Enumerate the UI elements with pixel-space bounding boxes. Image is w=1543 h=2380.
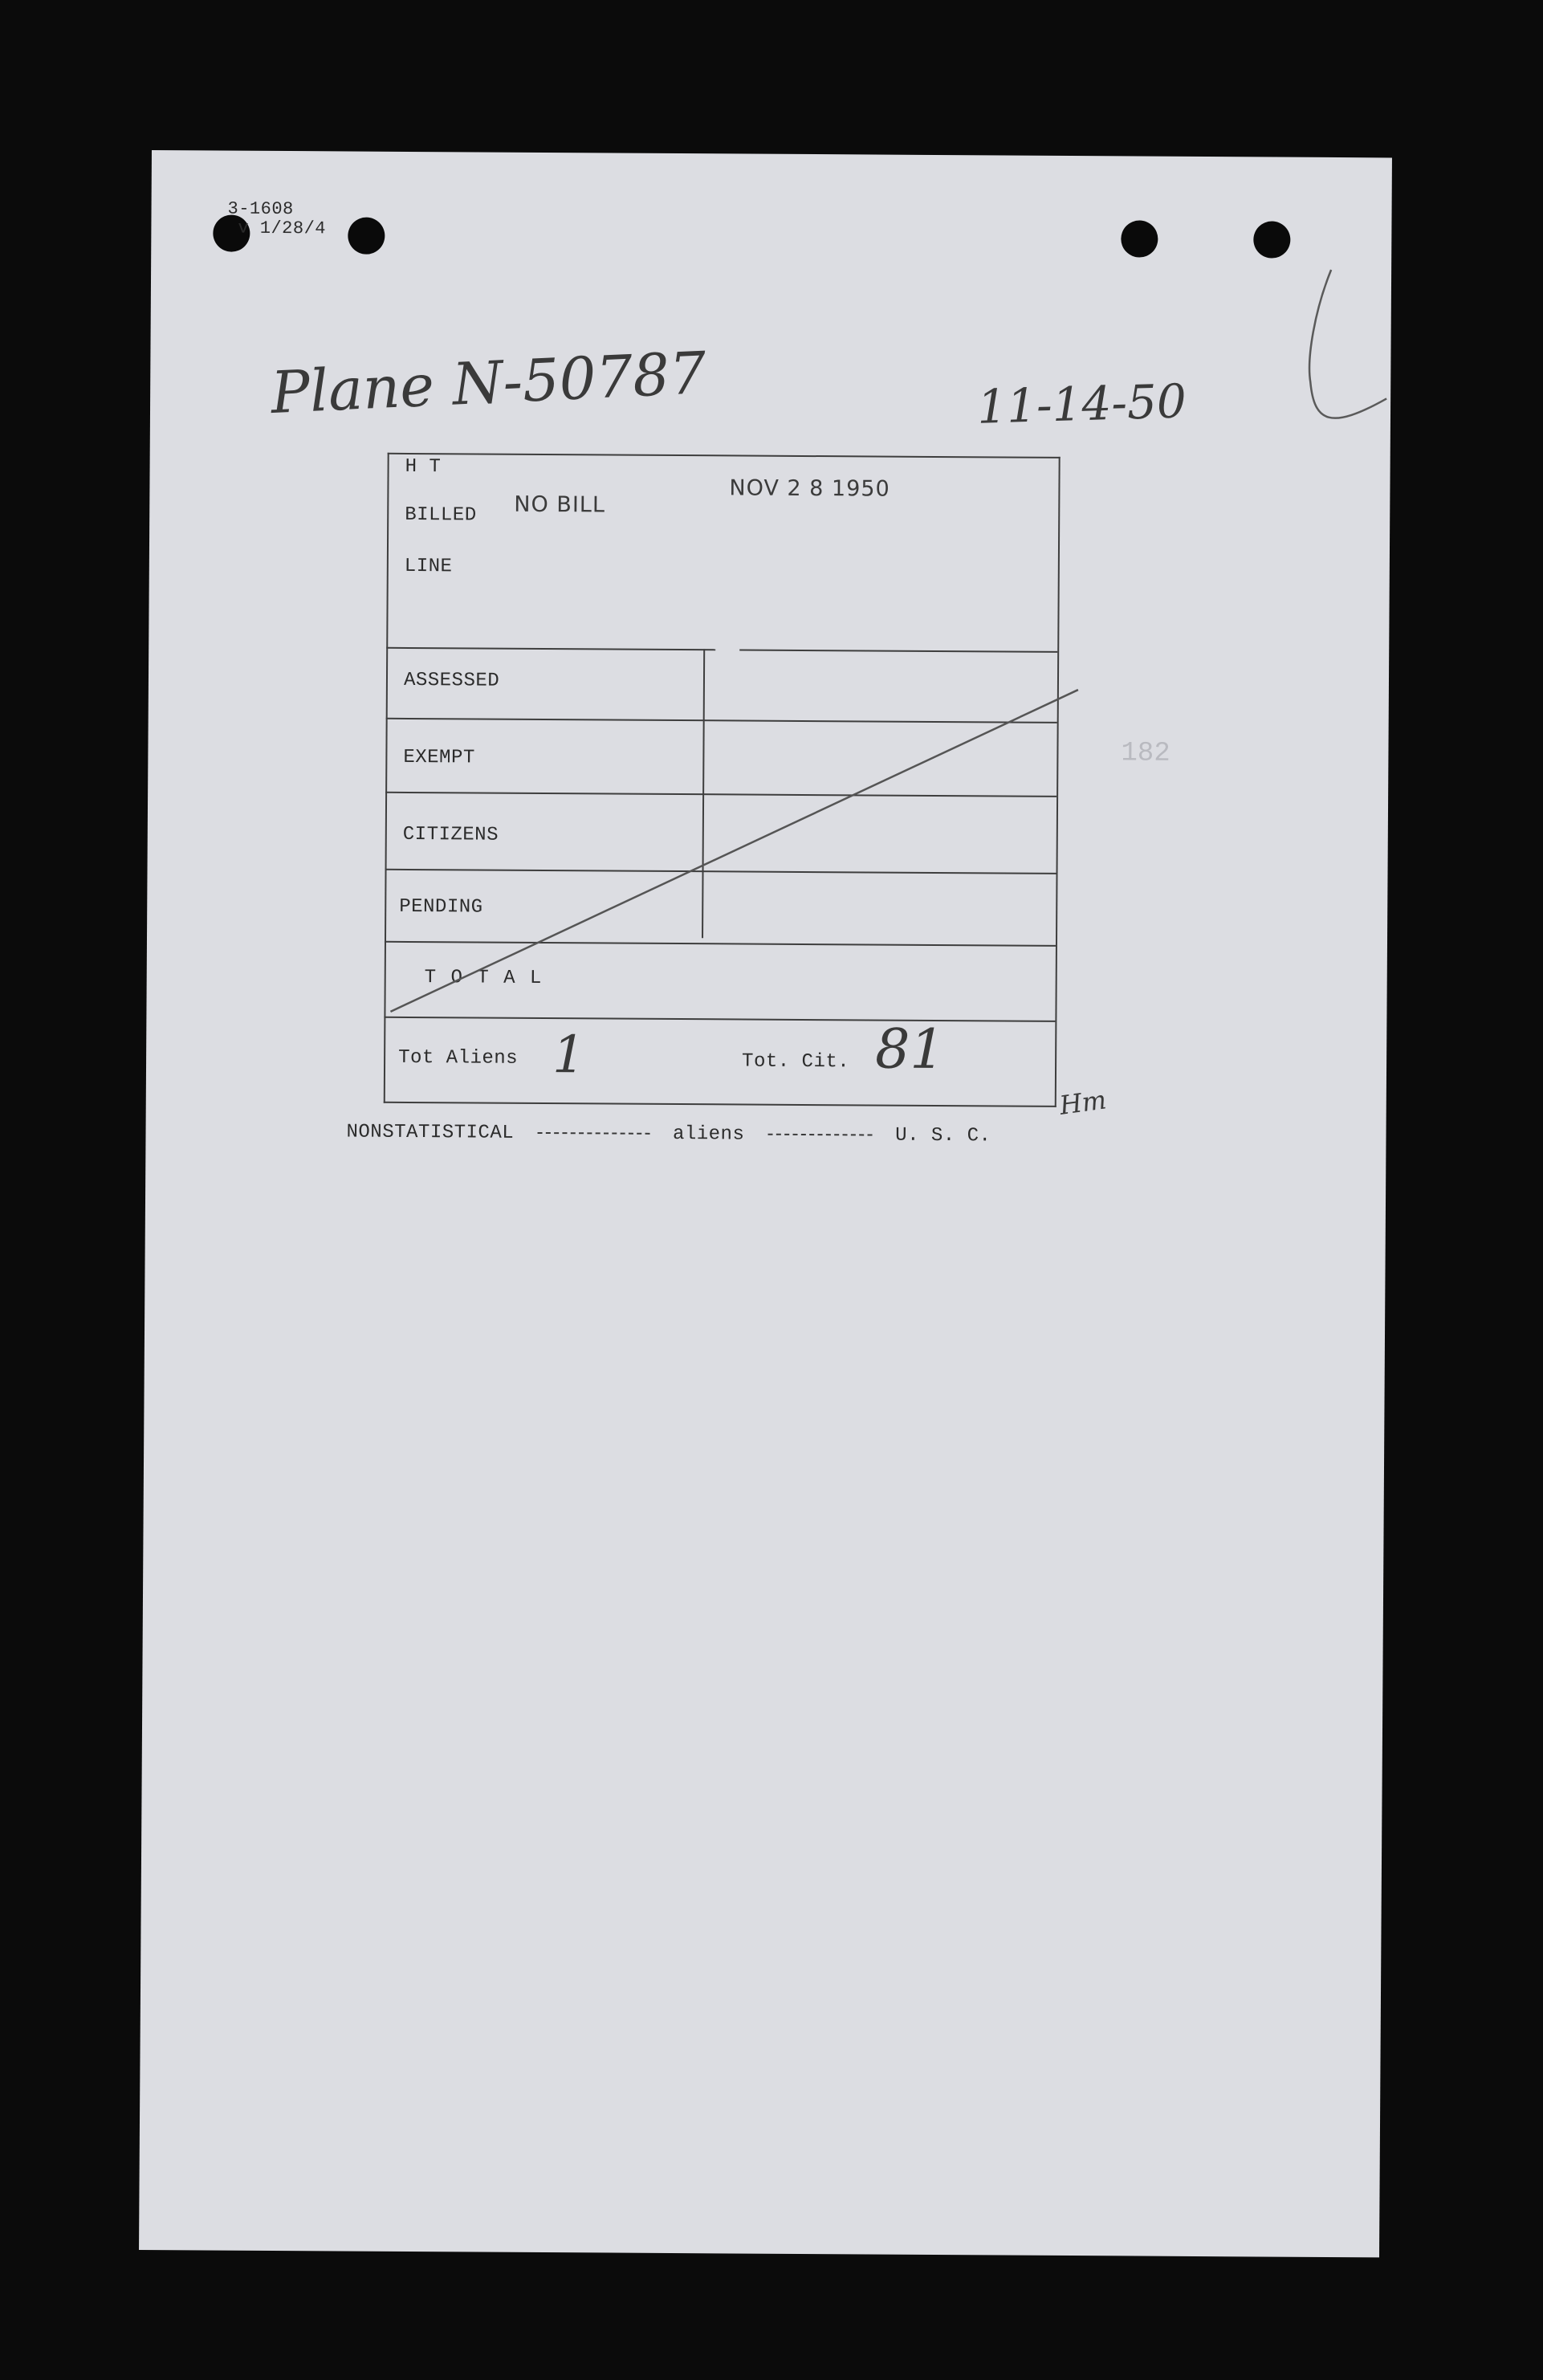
form-number: 3-1608: [227, 198, 294, 220]
no-bill-stamp: NO BILL: [514, 491, 606, 518]
pencil-stroke: [1113, 236, 1392, 446]
pending-label: PENDING: [399, 895, 483, 919]
tot-cit-value: 81: [874, 1017, 945, 1082]
margin-number: 182: [1121, 738, 1170, 769]
date-stamp: NOV 2 8 1950: [729, 475, 890, 502]
exempt-label: EXEMPT: [403, 746, 475, 769]
usc-blank: [767, 1133, 872, 1135]
aliens-label: aliens: [672, 1123, 745, 1146]
tot-cit-label: Tot. Cit.: [741, 1050, 850, 1074]
initials-handwritten: Hm: [1057, 1084, 1109, 1121]
usc-label: U. S. C.: [895, 1124, 991, 1147]
citizens-label: CITIZENS: [402, 823, 499, 846]
billed-label: BILLED: [405, 503, 477, 527]
form-revision: v 1/28/4: [238, 218, 327, 239]
line-label: LINE: [404, 555, 453, 578]
date-handwritten: 11-14-50: [976, 373, 1187, 434]
aliens-blank: [537, 1132, 649, 1135]
tot-aliens-value: 1: [552, 1025, 586, 1086]
plane-number-handwritten: Plane N-50787: [269, 339, 708, 427]
assessed-label: ASSESSED: [403, 669, 500, 692]
tally-box: [384, 453, 1061, 1107]
ht-label: H T: [405, 455, 442, 479]
strike-through-line: [384, 453, 1093, 1035]
form-sheet: [139, 150, 1392, 2257]
nonstatistical-line: [346, 1122, 991, 1147]
tot-aliens-label: Tot Aliens: [398, 1046, 519, 1070]
nonstatistical-label: NONSTATISTICAL: [346, 1121, 515, 1144]
punch-hole: [348, 217, 385, 254]
total-label: T O T A L: [424, 967, 544, 989]
